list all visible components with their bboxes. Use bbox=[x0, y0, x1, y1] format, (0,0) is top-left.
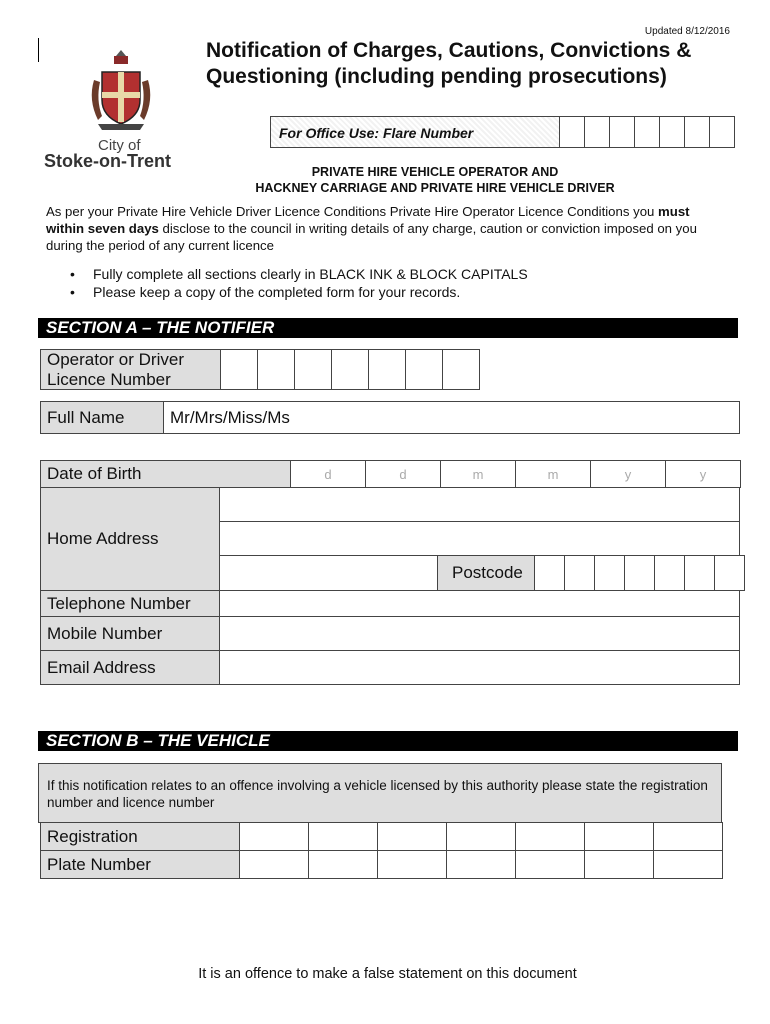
telephone-label: Telephone Number bbox=[40, 590, 220, 617]
dob-box[interactable]: d bbox=[365, 460, 441, 488]
plate-number-box[interactable] bbox=[515, 850, 585, 879]
flare-number-box[interactable] bbox=[609, 116, 635, 148]
plate-number-box[interactable] bbox=[584, 850, 654, 879]
postcode-box[interactable] bbox=[564, 555, 595, 591]
email-input[interactable] bbox=[219, 650, 740, 685]
dob-box[interactable]: m bbox=[440, 460, 516, 488]
home-address-label: Home Address bbox=[40, 487, 220, 591]
postcode-box[interactable] bbox=[654, 555, 685, 591]
page-title: Notification of Charges, Cautions, Convictions & Questioning (including pending prosecutions) bbox=[206, 39, 692, 88]
registration-box[interactable] bbox=[446, 822, 516, 851]
plate-number-box[interactable] bbox=[377, 850, 447, 879]
office-use-label: For Office Use: Flare Number bbox=[279, 125, 474, 141]
licence-number-box[interactable] bbox=[257, 349, 295, 390]
updated-date: Updated 8/12/2016 bbox=[644, 26, 730, 37]
registration-label: Registration bbox=[40, 822, 240, 851]
crest-icon bbox=[88, 50, 154, 136]
plate-number-label: Plate Number bbox=[40, 850, 240, 879]
subheading-line1: PRIVATE HIRE VEHICLE OPERATOR AND bbox=[311, 165, 559, 179]
dob-box[interactable]: d bbox=[290, 460, 366, 488]
bullet-item: • Fully complete all sections clearly in BLACK INK & BLOCK CAPITALS bbox=[70, 266, 528, 282]
subheading-line2: HACKNEY CARRIAGE AND PRIVATE HIRE VEHICLE DRIVER bbox=[255, 181, 615, 195]
office-use-label-cell bbox=[270, 116, 560, 148]
intro-text-2: disclose to the council in writing details of any charge, caution or conviction imposed on you during the period of any current licence bbox=[46, 221, 697, 253]
vehicle-note bbox=[38, 763, 722, 823]
registration-box[interactable] bbox=[515, 822, 585, 851]
logo-city-of: City of bbox=[98, 137, 141, 154]
plate-number-box[interactable] bbox=[308, 850, 378, 879]
registration-box[interactable] bbox=[584, 822, 654, 851]
registration-box[interactable] bbox=[653, 822, 723, 851]
registration-box[interactable] bbox=[377, 822, 447, 851]
full-name-prefix: Mr/Mrs/Miss/Ms bbox=[170, 407, 290, 427]
flare-number-box[interactable] bbox=[709, 116, 735, 148]
postcode-box[interactable] bbox=[534, 555, 565, 591]
city-crest-logo bbox=[88, 50, 154, 136]
licence-number-box[interactable] bbox=[331, 349, 369, 390]
postcode-label: Postcode bbox=[437, 555, 535, 591]
section-b-heading: SECTION B – THE VEHICLE bbox=[38, 731, 738, 751]
dob-label: Date of Birth bbox=[40, 460, 291, 488]
section-a-heading: SECTION A – THE NOTIFIER bbox=[38, 318, 738, 338]
licence-number-box[interactable] bbox=[220, 349, 258, 390]
plate-number-box[interactable] bbox=[446, 850, 516, 879]
registration-box[interactable] bbox=[308, 822, 378, 851]
postcode-box[interactable] bbox=[594, 555, 625, 591]
mobile-input[interactable] bbox=[219, 616, 740, 651]
mobile-label: Mobile Number bbox=[40, 616, 220, 651]
flare-number-box[interactable] bbox=[584, 116, 610, 148]
intro-text-1: As per your Private Hire Vehicle Driver Licence Conditions Private Hire Operator Licence Conditions you bbox=[46, 204, 659, 219]
postcode-box[interactable] bbox=[714, 555, 745, 591]
dob-box[interactable]: y bbox=[590, 460, 666, 488]
licence-number-box[interactable] bbox=[368, 349, 406, 390]
flare-number-box[interactable] bbox=[684, 116, 710, 148]
postcode-box[interactable] bbox=[684, 555, 715, 591]
plate-number-box[interactable] bbox=[653, 850, 723, 879]
licence-number-box[interactable] bbox=[405, 349, 443, 390]
licence-number-box[interactable] bbox=[294, 349, 332, 390]
flare-number-box[interactable] bbox=[659, 116, 685, 148]
full-name-input[interactable] bbox=[163, 401, 740, 434]
licence-number-box[interactable] bbox=[442, 349, 480, 390]
flare-number-box[interactable] bbox=[559, 116, 585, 148]
address-line-1[interactable] bbox=[219, 487, 740, 522]
dob-box[interactable]: y bbox=[665, 460, 741, 488]
intro-paragraph bbox=[46, 203, 726, 254]
licence-number-label: Operator or Driver Licence Number bbox=[40, 349, 221, 390]
left-margin-mark bbox=[38, 38, 39, 62]
address-line-2[interactable] bbox=[219, 521, 740, 556]
bullet-list bbox=[70, 265, 528, 301]
logo-stoke-on-trent: Stoke-on-Trent bbox=[44, 151, 172, 171]
dob-box[interactable]: m bbox=[515, 460, 591, 488]
postcode-box[interactable] bbox=[624, 555, 655, 591]
address-line-3[interactable] bbox=[219, 555, 438, 591]
email-label: Email Address bbox=[40, 650, 220, 685]
false-statement-warning: It is an offence to make a false statement on this document bbox=[198, 966, 577, 982]
flare-number-box[interactable] bbox=[634, 116, 660, 148]
bullet-item: • Please keep a copy of the completed form for your records. bbox=[70, 284, 461, 300]
vehicle-note-text: If this notification relates to an offence involving a vehicle licensed by this authority please state the registration number and licence number bbox=[47, 778, 708, 810]
intro-bold: must within seven days bbox=[46, 204, 690, 236]
full-name-label: Full Name bbox=[40, 401, 164, 434]
registration-box[interactable] bbox=[239, 822, 309, 851]
telephone-input[interactable] bbox=[219, 590, 740, 617]
plate-number-box[interactable] bbox=[239, 850, 309, 879]
